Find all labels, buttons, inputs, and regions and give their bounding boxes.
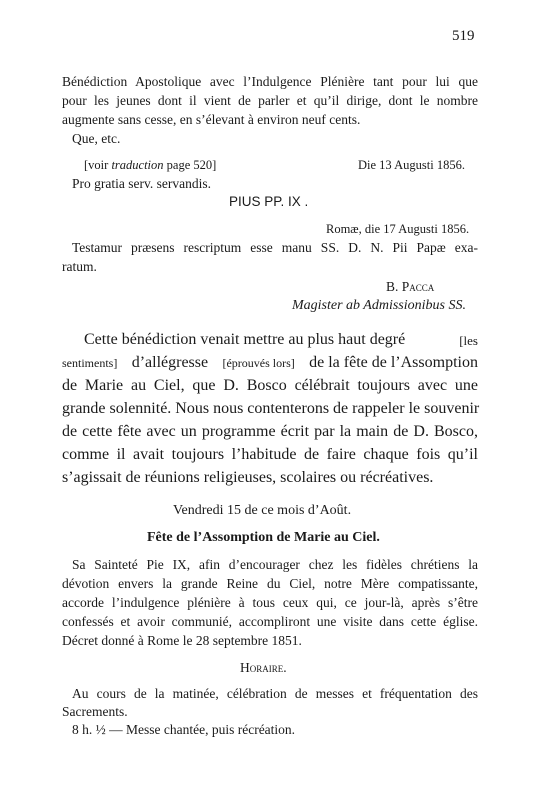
signature-name	[386, 279, 434, 295]
note-open: [voir	[84, 158, 112, 172]
pro-gratia: Pro gratia serv. servandis.	[72, 176, 211, 191]
decree-line: confessés et avoir communié, accompliront une visite dans cette église.	[62, 614, 478, 629]
program-heading: Fête de l’Assomption de Marie au Ciel.	[147, 530, 380, 545]
page-number: 519	[452, 28, 475, 44]
paragraph-line	[62, 354, 478, 372]
bracket-span: [les	[459, 333, 478, 348]
program-date: Vendredi 15 de ce mois d’Août.	[173, 503, 352, 518]
schedule-line: Sacrements.	[62, 704, 128, 719]
note-rest: page 520]	[163, 158, 217, 172]
date-line-1: Die 13 Augusti 1856.	[358, 158, 465, 172]
text-line: Bénédiction Apostolique avec l’Indulgence Plénière tant pour lui que	[62, 74, 478, 89]
paragraph-line: de Marie au Ciel, que D. Bosco célébrait toujours avec une	[62, 377, 478, 394]
text-span: Cette bénédiction venait mettre au plus haut degré	[84, 331, 406, 348]
paragraph-line: grande solennité. Nous nous contenterons de rappeler le souvenir	[62, 400, 480, 417]
paragraph-line: s’agissait de réunions religieuses, scolaires ou récréatives.	[62, 469, 434, 486]
date-line-2: Romæ, die 17 Augusti 1856.	[326, 222, 470, 236]
text-line: pour les jeunes dont il vient de parler et qu’il dirige, dont le nombre	[62, 93, 478, 108]
decree-line: Décret donné à Rome le 28 septembre 1851.	[62, 633, 302, 648]
paragraph-line: comme il avait toujours l’habitude de faire chaque fois qu’il	[62, 446, 478, 463]
bracket-span: sentiments]	[62, 356, 118, 370]
text-line: augmente sans cesse, en s’élevant à environ neuf cents.	[62, 112, 361, 127]
text-span: d’allégresse	[131, 354, 209, 371]
text-span: de la fête de l’Assomption	[309, 354, 478, 371]
text-line: Que, etc.	[72, 131, 121, 146]
decree-line: accorde l’indulgence plénière à tous ceux qui, ce jour-là, après s’être	[62, 595, 478, 610]
schedule-line: 8 h. ½ — Messe chantée, puis récréation.	[72, 722, 296, 737]
note-italic: traduction	[111, 158, 164, 172]
translation-note	[84, 158, 216, 173]
bracket-span: [éprouvés lors]	[222, 356, 295, 370]
testamur-line: Testamur præsens rescriptum esse manu SS. D. N. Pii Papæ exa-	[72, 240, 478, 255]
paragraph-line: de cette fête avec un programme écrit par la main de D. Bosco,	[62, 423, 478, 440]
decree-line: dévotion envers la grande Reine du Ciel, notre Mère compatissante,	[62, 576, 478, 591]
signature-surname: Pacca	[401, 279, 435, 294]
testamur-line: ratum.	[62, 259, 97, 274]
schedule-line: Au cours de la matinée, célébration de messes et fréquentation des	[72, 686, 478, 701]
decree-line: Sa Sainteté Pie IX, afin d’encourager chez les fidèles chrétiens la	[72, 557, 478, 572]
signature-title: Magister ab Admissionibus SS.	[292, 298, 466, 313]
horaire-heading: Horaire.	[240, 660, 287, 675]
signature-initial: B.	[386, 279, 402, 294]
pius-signature: PIUS PP. IX .	[229, 194, 309, 209]
paragraph-line	[84, 331, 478, 349]
